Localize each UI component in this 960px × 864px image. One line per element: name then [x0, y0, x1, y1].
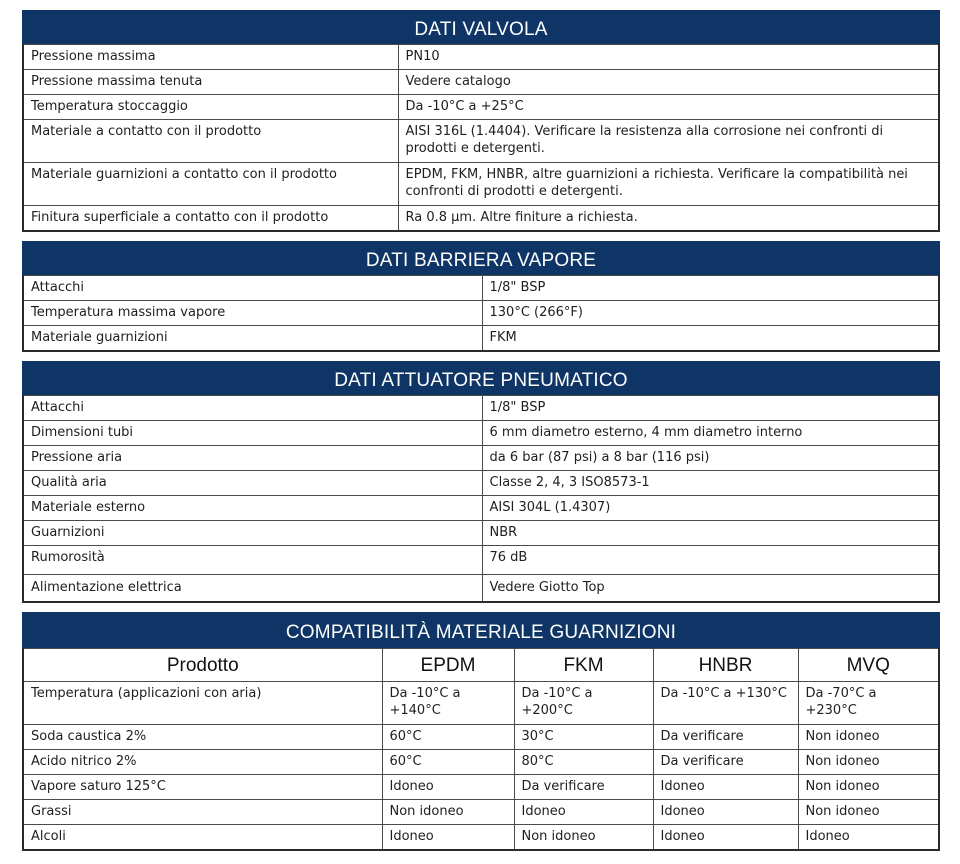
table-cell: Acido nitrico 2%	[23, 750, 382, 775]
table-cell: Alcoli	[23, 825, 382, 850]
table-cell: Non idoneo	[798, 750, 939, 775]
row-value: Da -10°C a +25°C	[398, 95, 939, 120]
section-dati-valvola	[22, 10, 940, 232]
table-cell: 80°C	[514, 750, 653, 775]
table-cell: Idoneo	[382, 775, 514, 800]
row-label: Temperatura massima vapore	[23, 301, 482, 326]
table-cell: Da verificare	[653, 750, 798, 775]
row-value: da 6 bar (87 psi) a 8 bar (116 psi)	[482, 446, 939, 471]
table-cell: Non idoneo	[382, 800, 514, 825]
table-row	[23, 800, 939, 825]
table-row	[23, 496, 939, 521]
table-cell: Non idoneo	[798, 775, 939, 800]
table-cell: Idoneo	[514, 800, 653, 825]
row-label: Pressione massima	[23, 45, 398, 70]
table-header-row	[23, 649, 939, 682]
table-cell: Idoneo	[653, 800, 798, 825]
section-dati-attuatore	[22, 361, 940, 603]
row-value: AISI 316L (1.4404). Verificare la resistenza alla corrosione nei confronti di prodotti e detergenti.	[398, 120, 939, 163]
table-row	[23, 775, 939, 800]
row-value: Classe 2, 4, 3 ISO8573-1	[482, 471, 939, 496]
row-label: Alimentazione elettrica	[23, 575, 482, 602]
row-value: 1/8" BSP	[482, 276, 939, 301]
table-row	[23, 163, 939, 206]
row-label: Materiale a contatto con il prodotto	[23, 120, 398, 163]
table-cell: Da -10°C a +130°C	[653, 682, 798, 725]
table-cell: 60°C	[382, 750, 514, 775]
row-label: Temperatura stoccaggio	[23, 95, 398, 120]
table-cell: Grassi	[23, 800, 382, 825]
row-value: NBR	[482, 521, 939, 546]
table-cell: Vapore saturo 125°C	[23, 775, 382, 800]
table-cell: Idoneo	[653, 825, 798, 850]
table-row	[23, 45, 939, 70]
row-value: 130°C (266°F)	[482, 301, 939, 326]
table-row	[23, 326, 939, 351]
row-label: Materiale esterno	[23, 496, 482, 521]
table-row	[23, 471, 939, 496]
attuatore-table	[22, 395, 940, 603]
table-row	[23, 682, 939, 725]
row-label: Pressione massima tenuta	[23, 70, 398, 95]
table-row	[23, 421, 939, 446]
table-row	[23, 725, 939, 750]
table-row	[23, 396, 939, 421]
row-label: Pressione aria	[23, 446, 482, 471]
table-cell: Da verificare	[514, 775, 653, 800]
row-value: 76 dB	[482, 546, 939, 575]
table-row	[23, 521, 939, 546]
table-row	[23, 825, 939, 850]
table-cell: Da verificare	[653, 725, 798, 750]
row-label: Materiale guarnizioni	[23, 326, 482, 351]
row-value: 6 mm diametro esterno, 4 mm diametro interno	[482, 421, 939, 446]
row-value: FKM	[482, 326, 939, 351]
row-label: Rumorosità	[23, 546, 482, 575]
column-header: HNBR	[653, 649, 798, 682]
section-title: DATI ATTUATORE PNEUMATICO	[22, 361, 940, 395]
table-row	[23, 120, 939, 163]
row-label: Finitura superficiale a contatto con il prodotto	[23, 206, 398, 231]
table-row	[23, 546, 939, 575]
section-dati-barriera-vapore	[22, 241, 940, 352]
row-value: Vedere catalogo	[398, 70, 939, 95]
column-header: MVQ	[798, 649, 939, 682]
table-cell: 30°C	[514, 725, 653, 750]
table-cell: Temperatura (applicazioni con aria)	[23, 682, 382, 725]
column-header: EPDM	[382, 649, 514, 682]
table-cell: Non idoneo	[798, 725, 939, 750]
row-label: Materiale guarnizioni a contatto con il prodotto	[23, 163, 398, 206]
table-cell: Da -70°C a +230°C	[798, 682, 939, 725]
barriera-table	[22, 275, 940, 352]
row-label: Dimensioni tubi	[23, 421, 482, 446]
table-row	[23, 276, 939, 301]
table-row	[23, 446, 939, 471]
table-cell: Da -10°C a +200°C	[514, 682, 653, 725]
table-cell: Da -10°C a +140°C	[382, 682, 514, 725]
row-label: Attacchi	[23, 276, 482, 301]
section-title: DATI VALVOLA	[22, 10, 940, 44]
row-value: PN10	[398, 45, 939, 70]
table-cell: Idoneo	[382, 825, 514, 850]
row-value: 1/8" BSP	[482, 396, 939, 421]
section-compatibilita	[22, 612, 940, 851]
row-value: AISI 304L (1.4307)	[482, 496, 939, 521]
row-label: Guarnizioni	[23, 521, 482, 546]
column-header: FKM	[514, 649, 653, 682]
section-title: COMPATIBILITÀ MATERIALE GUARNIZIONI	[22, 612, 940, 648]
row-label: Attacchi	[23, 396, 482, 421]
table-row	[23, 301, 939, 326]
table-cell: Soda caustica 2%	[23, 725, 382, 750]
table-row	[23, 206, 939, 231]
table-row	[23, 750, 939, 775]
valvola-table	[22, 44, 940, 232]
section-title: DATI BARRIERA VAPORE	[22, 241, 940, 275]
table-row	[23, 95, 939, 120]
table-row	[23, 575, 939, 602]
compat-table	[22, 648, 940, 851]
row-value: Vedere Giotto Top	[482, 575, 939, 602]
row-value: EPDM, FKM, HNBR, altre guarnizioni a richiesta. Verificare la compatibilità nei confronti di prodotti e detergenti.	[398, 163, 939, 206]
table-cell: Non idoneo	[798, 800, 939, 825]
table-cell: Idoneo	[798, 825, 939, 850]
row-label: Qualità aria	[23, 471, 482, 496]
table-row	[23, 70, 939, 95]
column-header: Prodotto	[23, 649, 382, 682]
table-cell: 60°C	[382, 725, 514, 750]
table-cell: Non idoneo	[514, 825, 653, 850]
row-value: Ra 0.8 µm. Altre finiture a richiesta.	[398, 206, 939, 231]
table-cell: Idoneo	[653, 775, 798, 800]
